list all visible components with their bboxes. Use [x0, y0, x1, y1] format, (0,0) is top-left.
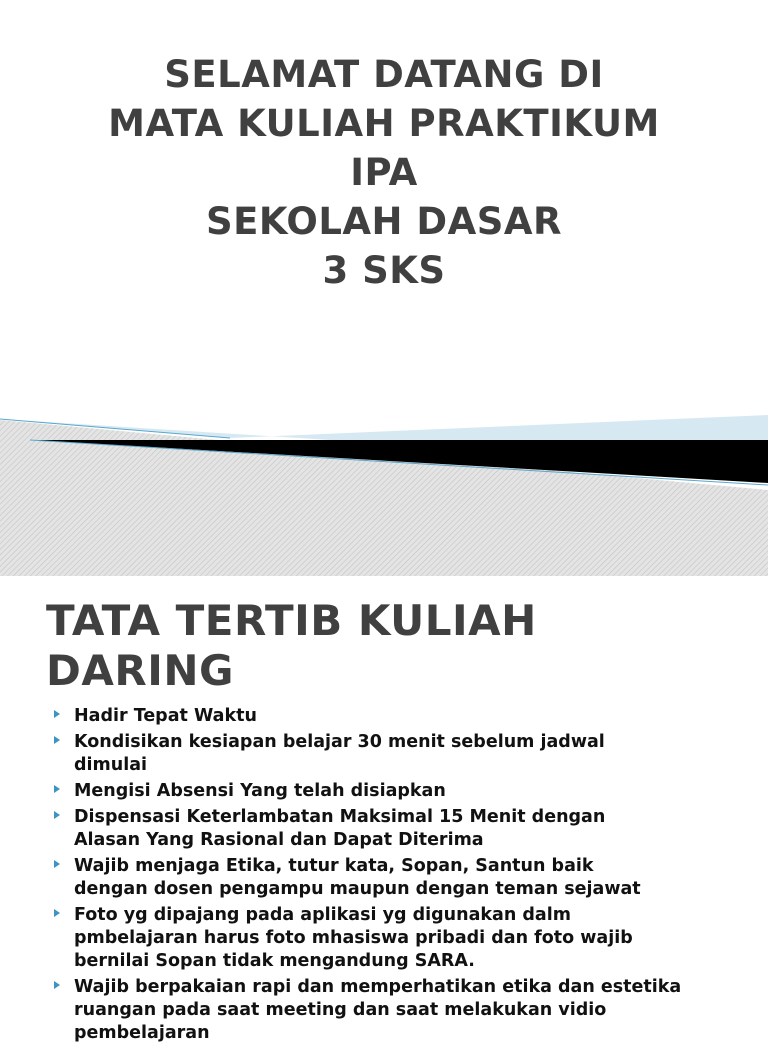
list-item — [52, 904, 752, 973]
rule-line: Wajib menjaga Etika, tutur kata, Sopan, Santun baik — [74, 856, 594, 876]
rule-line: Mengisi Absensi Yang telah disiapkan — [74, 781, 446, 801]
rule-line: bernilai Sopan tidak mengandung SARA. — [74, 951, 475, 971]
list-item — [52, 806, 752, 852]
list-item — [52, 780, 752, 803]
welcome-title-line: MATA KULIAH PRAKTIKUM — [108, 102, 660, 145]
triangle-right-icon — [54, 811, 60, 819]
rule-line: dengan dosen pengampu maupun dengan teman sejawat — [74, 879, 641, 899]
rule-line: Alasan Yang Rasional dan Dapat Diterima — [74, 830, 484, 850]
list-item — [52, 855, 752, 901]
rule-line: dimulai — [74, 755, 148, 775]
welcome-title-line: SEKOLAH DASAR — [205, 200, 563, 243]
rule-line: Hadir Tepat Waktu — [74, 706, 257, 726]
list-item — [52, 976, 752, 1045]
rules-title — [46, 596, 746, 696]
rule-line: Dispensasi Keterlambatan Maksimal 15 Menit dengan — [74, 807, 606, 827]
triangle-right-icon — [54, 710, 60, 718]
rule-line: Foto yg dipajang pada aplikasi yg digunakan dalm — [74, 905, 571, 925]
triangle-right-icon — [54, 860, 60, 868]
welcome-title — [0, 50, 768, 295]
rule-line: Kondisikan kesiapan belajar 30 menit sebelum jadwal — [74, 732, 605, 752]
slide-rules — [0, 576, 768, 1043]
triangle-right-icon — [54, 981, 60, 989]
rules-title-line: DARING — [46, 646, 234, 695]
list-item — [52, 731, 752, 777]
welcome-title-line: 3 SKS — [322, 249, 446, 292]
rule-line: ruangan pada saat meeting dan saat melakukan vidio — [74, 1000, 607, 1020]
rule-line: Wajib berpakaian rapi dan memperhatikan etika dan estetika — [74, 977, 682, 997]
rules-list — [52, 705, 752, 1048]
welcome-title-line: IPA — [350, 151, 418, 194]
list-item — [52, 705, 752, 728]
triangle-right-icon — [54, 736, 60, 744]
triangle-right-icon — [54, 909, 60, 917]
welcome-title-line: SELAMAT DATANG DI — [164, 53, 604, 96]
rule-line: pembelajaran — [74, 1023, 210, 1043]
rules-title-line: TATA TERTIB KULIAH — [46, 596, 537, 645]
triangle-right-icon — [54, 785, 60, 793]
decorative-wave-band — [0, 385, 768, 576]
rule-line: pmbelajaran harus foto mhasiswa pribadi dan foto wajib — [74, 928, 633, 948]
